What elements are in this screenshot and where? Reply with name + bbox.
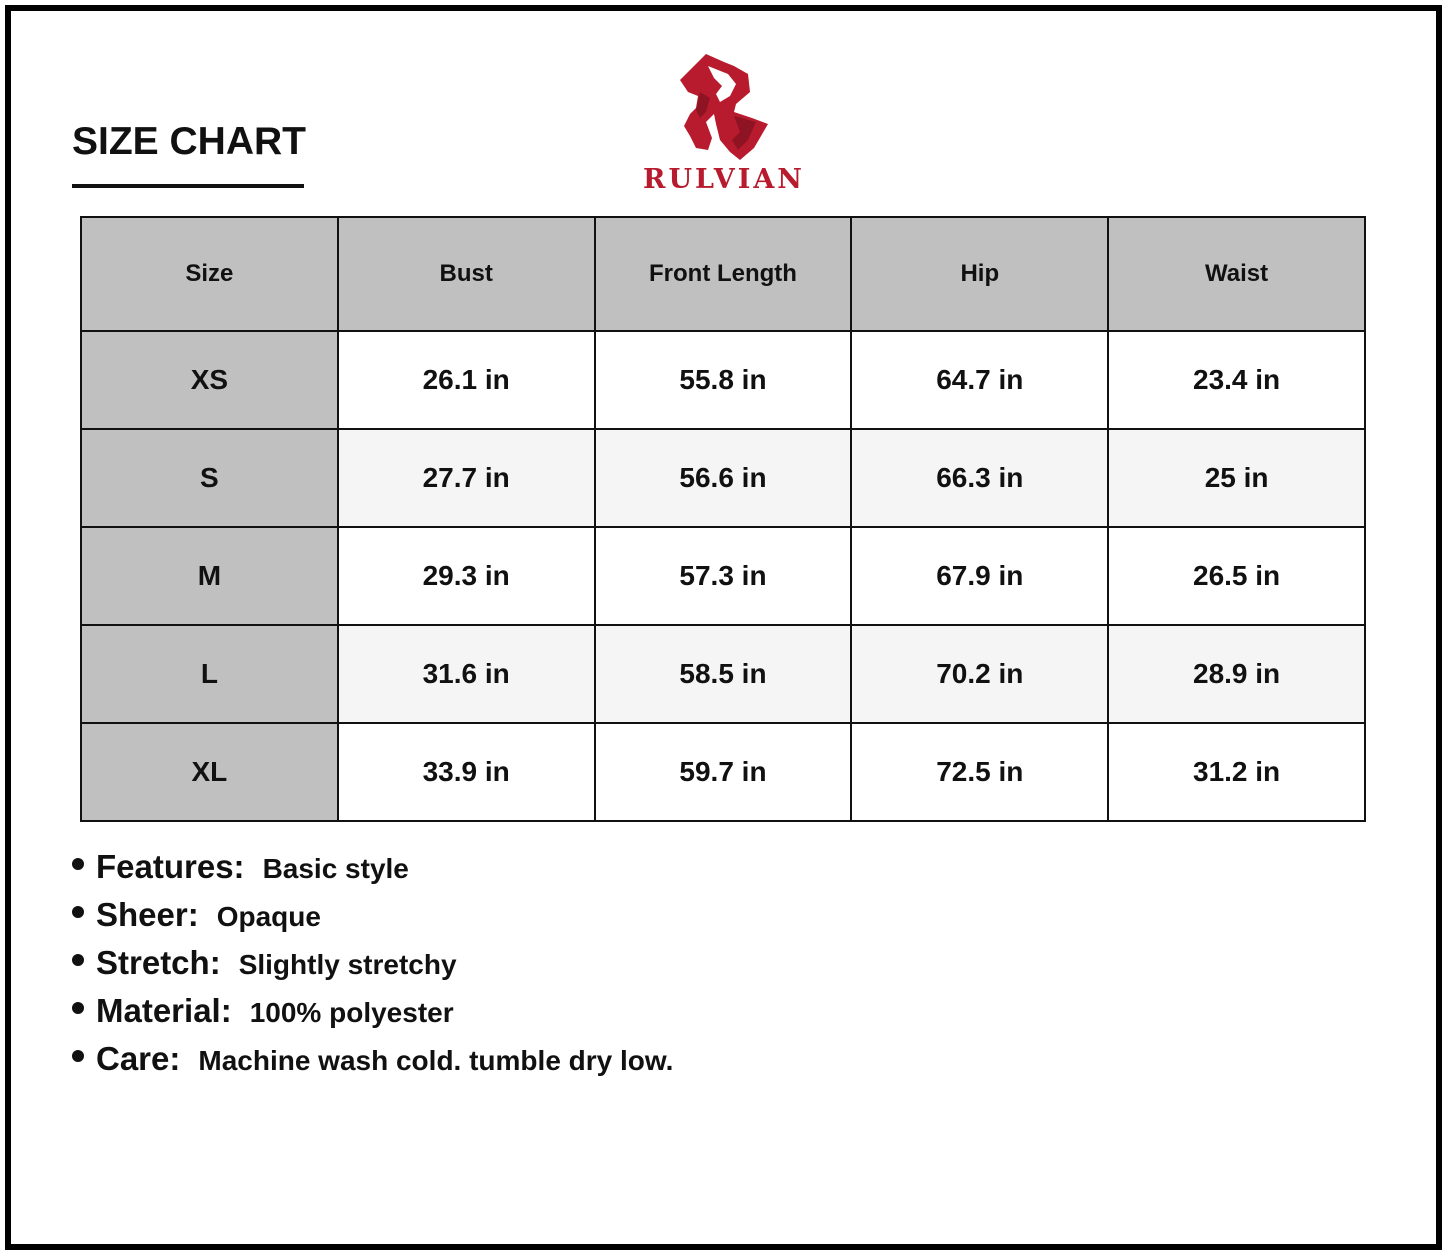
table-row [81, 429, 1365, 527]
brand-name: RULVIAN [643, 164, 805, 195]
size-cell: L [81, 625, 338, 723]
bust-cell: 27.7 in [338, 429, 595, 527]
table-row [81, 331, 1365, 429]
size-cell: XL [81, 723, 338, 821]
size-chart-table [80, 216, 1366, 822]
list-item [72, 944, 673, 992]
bust-cell: 31.6 in [338, 625, 595, 723]
hip-cell: 72.5 in [851, 723, 1108, 821]
column-header-waist: Waist [1108, 217, 1365, 331]
bullet-icon [72, 1050, 84, 1062]
bust-cell: 29.3 in [338, 527, 595, 625]
list-item [72, 1040, 673, 1088]
waist-cell: 28.9 in [1108, 625, 1365, 723]
front-length-cell: 59.7 in [595, 723, 852, 821]
column-header-front-length: Front Length [595, 217, 852, 331]
bullet-icon [72, 906, 84, 918]
feature-label: Sheer: [96, 896, 199, 933]
page-title: SIZE CHART [72, 120, 306, 163]
waist-cell: 26.5 in [1108, 527, 1365, 625]
waist-cell: 23.4 in [1108, 331, 1365, 429]
feature-label: Material: [96, 992, 232, 1029]
feature-list [72, 848, 673, 1088]
hip-cell: 67.9 in [851, 527, 1108, 625]
bust-cell: 33.9 in [338, 723, 595, 821]
title-underline [72, 184, 304, 188]
brand-r-icon [676, 52, 772, 162]
column-header-hip: Hip [851, 217, 1108, 331]
brand-logo [626, 52, 822, 200]
front-length-cell: 55.8 in [595, 331, 852, 429]
front-length-cell: 57.3 in [595, 527, 852, 625]
waist-cell: 31.2 in [1108, 723, 1365, 821]
feature-value: Machine wash cold. tumble dry low. [198, 1045, 674, 1076]
size-cell: S [81, 429, 338, 527]
list-item [72, 896, 673, 944]
feature-value: Basic style [262, 853, 409, 884]
bullet-icon [72, 1002, 84, 1014]
front-length-cell: 56.6 in [595, 429, 852, 527]
hip-cell: 66.3 in [851, 429, 1108, 527]
bust-cell: 26.1 in [338, 331, 595, 429]
hip-cell: 64.7 in [851, 331, 1108, 429]
hip-cell: 70.2 in [851, 625, 1108, 723]
bullet-icon [72, 954, 84, 966]
feature-value: Opaque [216, 901, 321, 932]
column-header-bust: Bust [338, 217, 595, 331]
feature-label: Care: [96, 1040, 181, 1077]
column-header-size: Size [81, 217, 338, 331]
table-row [81, 625, 1365, 723]
list-item [72, 992, 673, 1040]
list-item [72, 848, 673, 896]
waist-cell: 25 in [1108, 429, 1365, 527]
feature-value: Slightly stretchy [238, 949, 457, 980]
feature-label: Features: [96, 848, 245, 885]
size-cell: XS [81, 331, 338, 429]
feature-value: 100% polyester [249, 997, 454, 1028]
size-cell: M [81, 527, 338, 625]
table-row [81, 527, 1365, 625]
table-row [81, 723, 1365, 821]
front-length-cell: 58.5 in [595, 625, 852, 723]
feature-label: Stretch: [96, 944, 221, 981]
table-header-row [81, 217, 1365, 331]
bullet-icon [72, 858, 84, 870]
